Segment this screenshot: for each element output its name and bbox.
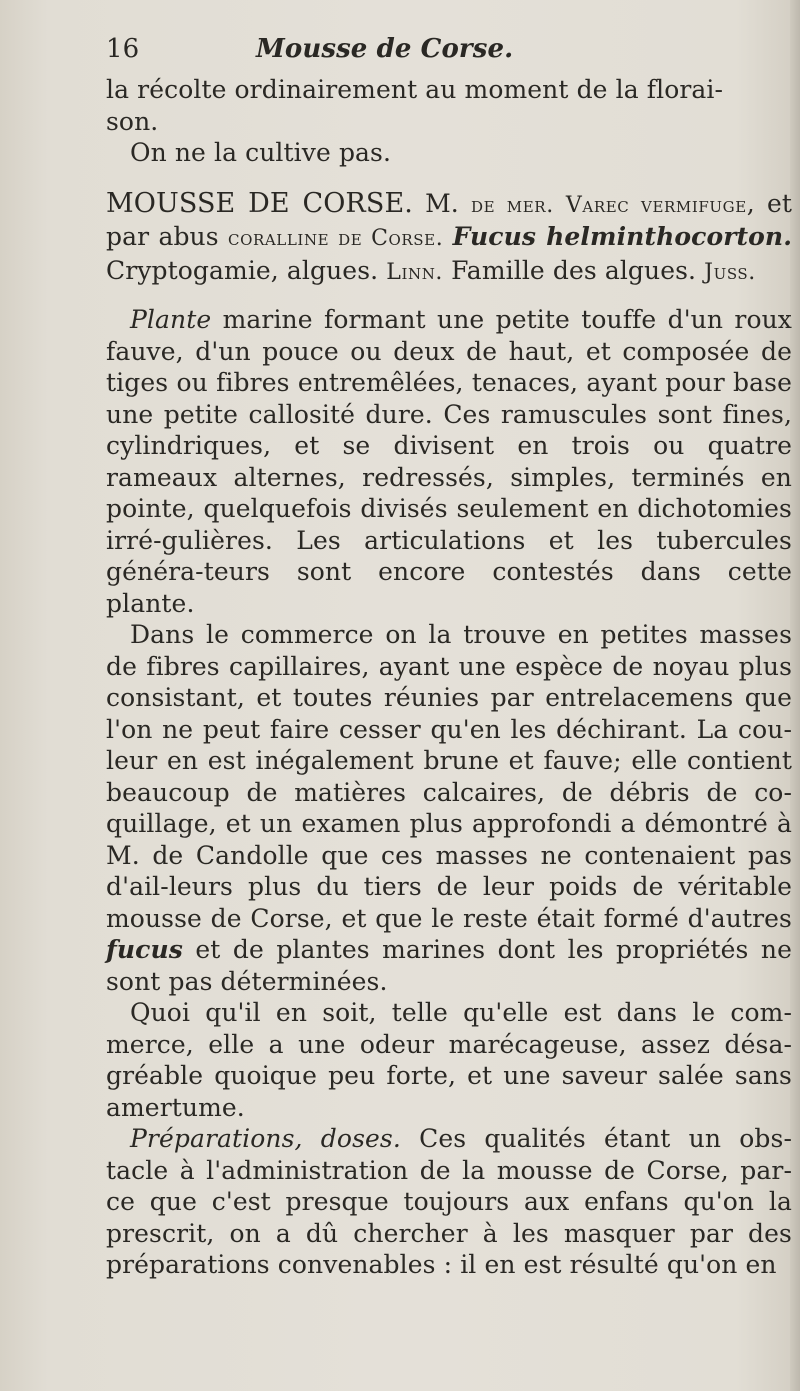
page-text [106, 34, 792, 1281]
intro-line-2: son. [106, 106, 159, 136]
entry-juss: Juss. [704, 259, 756, 285]
intro-paragraph [106, 74, 792, 137]
entry-coralline: coralline de Corse. [228, 226, 444, 251]
preparations-lead: Préparations, doses. [130, 1124, 401, 1153]
entry-heading [106, 188, 792, 289]
entry-author: M. [425, 188, 459, 218]
description-text: marine formant une petite touffe d'un roux fauve, d'un pouce ou deux de haut, et composée de tiges ou fibres entremêlées, tenaces, ayant pour base une petite callosité dure. Ces ramuscules sont fines, cylindriques, et se divisent en trois ou quatre rameaux alternes, redressés, simples, terminés en pointe, quelquefois divisés seulement en dichotomies irré-gulières. Les articulations et les tubercules généra-teurs sont encore contestés dans cette plante. [106, 305, 793, 618]
entry-de-mer: de mer. [470, 192, 554, 218]
entry-et-par-abus: et par abus [106, 188, 792, 251]
running-title: Mousse de Corse. [256, 34, 514, 64]
entry-comma: , [746, 188, 755, 218]
commerce-fucus: fucus [106, 935, 183, 964]
page-number: 16 [106, 34, 140, 64]
odor-paragraph: Quoi qu'il en soit, telle qu'elle est dans le com-merce, elle a une odeur marécageuse, assez désa-gréable quoique peu forte, et une saveur salée sans amertume. [106, 998, 792, 1122]
commerce-text-2: et de plantes marines dont les propriétés ne sont pas déterminées. [106, 935, 793, 996]
intro-line-1: la récolte ordinairement au moment de la florai- [106, 75, 724, 104]
preparations-text: Ces qualités étant un obs-tacle à l'administration de la mousse de Corse, par-ce que c'est presque toujours aux enfans qu'on la prescrit, on a dû chercher à les masquer par des préparations convenables : il en est résulté qu'on en [106, 1124, 792, 1279]
description-paragraph [106, 304, 792, 619]
cultivation-note: On ne la cultive pas. [130, 138, 392, 167]
entry-title: MOUSSE DE CORSE. [106, 187, 413, 219]
entry-famille: Famille des algues. [451, 255, 697, 285]
entry-classification: Cryptogamie, algues. [106, 255, 379, 285]
entry-latin-name: Fucus helminthocorton. [452, 222, 793, 251]
entry-linn: Linn. [386, 259, 444, 285]
preparations-paragraph [106, 1123, 792, 1281]
entry-varec: Varec vermifuge [565, 192, 747, 218]
description-lead: Plante [130, 305, 212, 334]
page-header [106, 34, 792, 74]
commerce-paragraph [106, 619, 792, 997]
commerce-text-1: Dans le commerce on la trouve en petites masses de fibres capillaires, ayant une espèce de noyau plus consistant, et toutes réunies par entrelacemens que l'on ne peut faire cesser qu'en les déchirant. La cou-leur en est inégalement brune et fauve; elle contient beaucoup de matières calcaires, de débris de co-quillage, et un examen plus approfondi a démontré à M. de Candolle que ces masses ne contenaient pas d'ail-leurs plus du tiers de leur poids de véritable mousse de Corse, et que le reste était formé d'autres [106, 620, 792, 933]
